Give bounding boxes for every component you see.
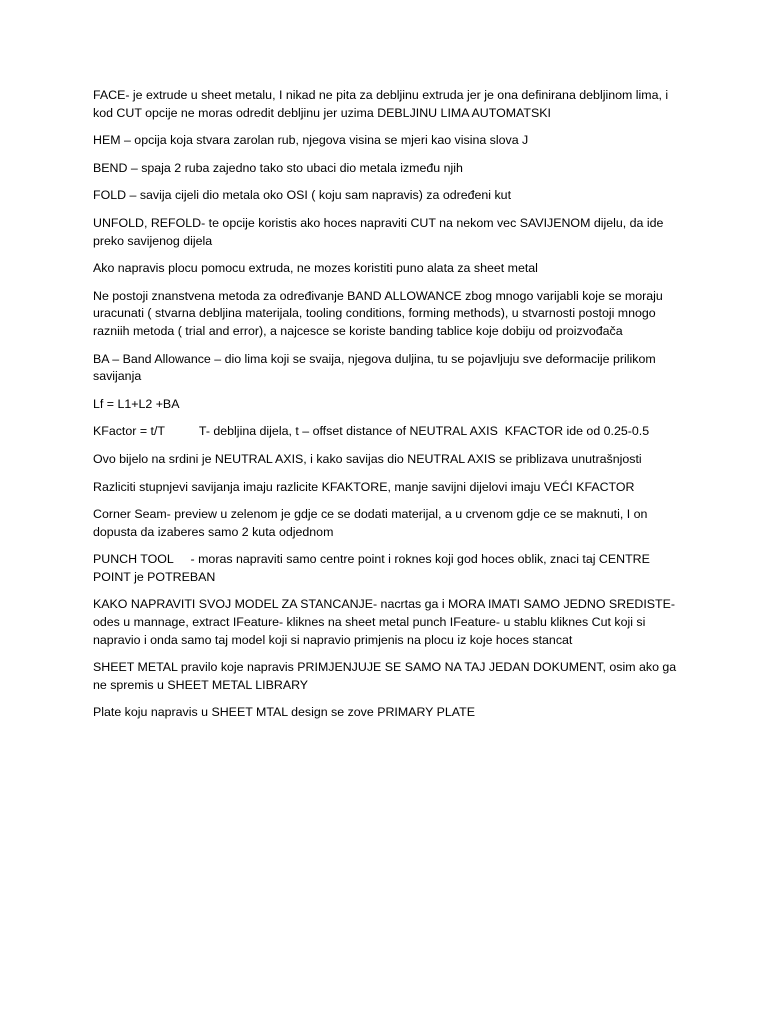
paragraph-ba-definition: BA – Band Allowance – dio lima koji se svaija, njegova duljina, tu se pojavljuju sve deformacije prilikom savijanja [93, 351, 660, 384]
paragraph-sheet-metal-rule: SHEET METAL pravilo koje napravis PRIMJENJUJE SE SAMO NA TAJ JEDAN DOKUMENT, osim ako ga ne spremis u SHEET METAL LIBRARY [93, 660, 680, 692]
paragraph-bend: BEND – spaja 2 ruba zajedno tako sto ubaci dio metala između njih [93, 160, 463, 175]
paragraph-corner-seam: Corner Seam- preview u zelenom je gdje ce se dodati materijal, a u crvenom gdje ce se maknuti, I on dopusta da izaberes samo 2 kuta odjednom [93, 507, 651, 539]
paragraph-lf-formula: Lf = L1+L2 +BA [93, 396, 180, 411]
paragraph-kfactor-degrees: Razliciti stupnjevi savijanja imaju razlicite KFAKTORE, manje savijni dijelovi imaju VEĆI KFACTOR [93, 479, 635, 494]
paragraph-punch-tool: PUNCH TOOL - moras napraviti samo centre point i roknes koji god hoces oblik, znaci taj CENTRE POINT je POTREBAN [93, 552, 654, 584]
paragraph-neutral-axis: Ovo bijelo na srdini je NEUTRAL AXIS, i kako savijas dio NEUTRAL AXIS se priblizava unutrašnjosti [93, 451, 642, 466]
paragraph-fold: FOLD – savija cijeli dio metala oko OSI ( koju sam napravis) za određeni kut [93, 188, 512, 203]
paragraph-stancanje-model: KAKO NAPRAVITI SVOJ MODEL ZA STANCANJE- nacrtas ga i MORA IMATI SAMO JEDNO SREDISTE- odes u mannage, extract IFeature- kliknes na sheet metal punch IFeature- u stablu kliknes Cut koji si napravio i onda samo taj model koji si napravio primjenis na plocu iz koje hoces stancat [93, 597, 679, 647]
paragraph-face: FACE- je extrude u sheet metalu, I nikad ne pita za debljinu extruda jer je ona definirana debljinom lima, i kod CUT opcije ne moras odredit debljinu jer uzima DEBLJINU LIMA AUTOMATSKI [93, 88, 672, 120]
paragraph-extrude-plate: Ako napravis plocu pomocu extruda, ne mozes koristiti puno alata za sheet metal [93, 261, 538, 276]
paragraph-unfold-refold: UNFOLD, REFOLD- te opcije koristis ako hoces napraviti CUT na nekom vec SAVIJENOM dijelu, da ide preko savijenog dijela [93, 215, 667, 248]
paragraph-hem: HEM – opcija koja stvara zarolan rub, njegova visina se mjeri kao visina slova J [93, 133, 529, 148]
paragraph-band-allowance-method: Ne postoji znanstvena metoda za određivanje BAND ALLOWANCE zbog mnogo varijabli koje se moraju uracunati ( stvarna debljina materijala, tooling conditions, forming methods), u stvarnosti postoji mnogo razniih metoda ( trial and error), a najcesce se koriste banding tablice koje dobiju od proizvođača [93, 288, 667, 338]
paragraph-kfactor-formula: KFactor = t/T T- debljina dijela, t – offset distance of NEUTRAL AXIS KFACTOR ide od 0.25-0.5 [93, 424, 650, 439]
document-body [93, 87, 683, 732]
paragraph-primary-plate: Plate koju napravis u SHEET MTAL design se zove PRIMARY PLATE [93, 705, 475, 720]
